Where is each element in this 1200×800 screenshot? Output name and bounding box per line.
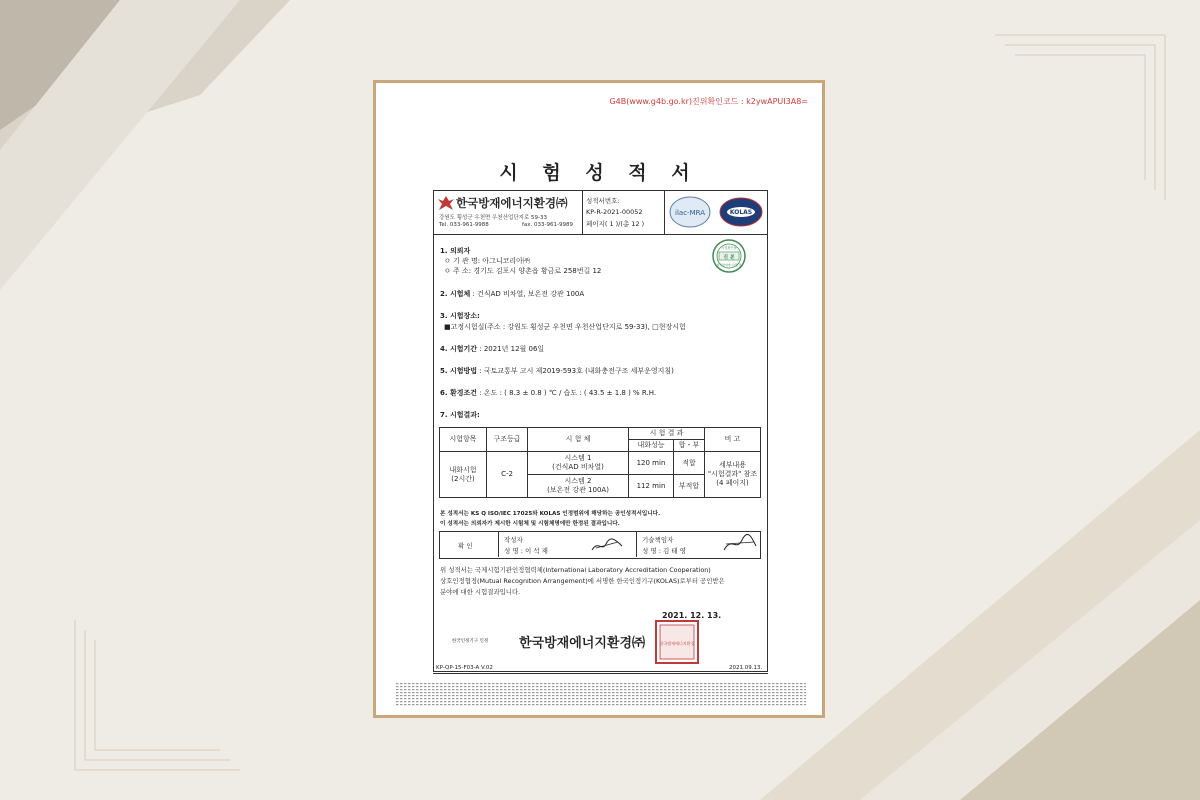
- cell-performance-1: 120 min: [629, 452, 674, 475]
- cell-specimen-1: 시스템 1 (건식AD 비차열): [528, 452, 629, 475]
- certificate-number-block: [582, 191, 665, 234]
- note-1: 본 성적서는 KS Q ISO/IEC 17025와 KOLAS 인정범위에 해당하는 공인성적서입니다.: [440, 511, 661, 517]
- writer-signature-icon: [590, 536, 624, 554]
- tech-label: 기술책임자: [642, 536, 674, 544]
- issuer-fax: fax. 033-961-9989: [522, 222, 574, 228]
- signing-org: 한국방재에너지환경㈜: [519, 636, 646, 651]
- cell-item: 내화시험 (2시간): [440, 452, 487, 498]
- fine-print-pattern: [396, 683, 806, 707]
- section-6: 6. 환경조건 : 온도 : ( 8.3 ± 0.8 ) ℃ / 습도 : ( 43.5 ± 1.8 ) % R.H.: [440, 389, 657, 397]
- section-5: 5. 시험방법 : 국토교통부 고시 제2019-593호 (내화충전구조 세부운영지침): [440, 367, 674, 375]
- client-address: ㅇ 주 소: 경기도 김포시 양촌읍 황금로 258번길 12: [444, 267, 602, 275]
- official-seal-icon: [652, 617, 702, 667]
- cert-no: KP-R-2021-00052: [586, 208, 643, 216]
- cell-remark: 세부내용 "시험결과" 참조 (4 페이지): [705, 452, 761, 498]
- cell-grade: C-2: [487, 452, 528, 498]
- kolas-badge-text: KOLAS: [729, 209, 753, 216]
- note-2: 이 성적서는 의뢰자가 제시한 시험체 및 시험체명에만 한정된 결과입니다.: [440, 521, 620, 527]
- cell-pass-2: 부적합: [674, 475, 705, 498]
- statement-line-3: 분야에 대한 시험결과입니다.: [440, 588, 521, 596]
- th-remark: 비 고: [705, 428, 761, 452]
- page-indicator: 페이지( 1 )/(총 12 ): [586, 220, 645, 228]
- statement-line-1: 위 성적서는 국제시험기관인정협력체(International Laboratory Accreditation Cooperation): [440, 566, 711, 574]
- th-result: 시 험 결 과: [629, 428, 705, 440]
- certificate-page: [373, 80, 825, 718]
- th-performance: 내화성능: [629, 440, 674, 452]
- results-table: [439, 427, 761, 498]
- cert-no-label: 성적서번호:: [586, 197, 620, 205]
- cell-pass-1: 적합: [674, 452, 705, 475]
- test-location: ■고정시험실(주소 : 강원도 횡성군 우천면 우천산업단지로 59-33), □현장시험: [444, 323, 686, 331]
- th-specimen: 시 험 체: [528, 428, 629, 452]
- section-3-title: 3. 시험장소:: [440, 312, 480, 320]
- statement-line-2: 상호인정협정(Mutual Recognition Arrangement)에 서명한 한국인정기구(KOLAS)로부터 공인받은: [440, 577, 725, 585]
- confirmation-block: [439, 531, 761, 559]
- th-grade: 구조등급: [487, 428, 528, 452]
- verification-code: G4B(www.g4b.go.kr)진위확인코드 : k2ywAPUI3A8=: [609, 97, 808, 106]
- th-pass: 합・부: [674, 440, 705, 452]
- section-7-title: 7. 시험결과:: [440, 411, 480, 419]
- th-item: 시험항목: [440, 428, 487, 452]
- client-org: ㅇ 기 관 명: 아그니코리아㈜: [444, 257, 530, 265]
- cell-specimen-2: 시스템 2 (보온전 강관 100A): [528, 475, 629, 498]
- stamp-line-2: 진 본: [723, 254, 735, 261]
- stamp-line-3: 한국방재에너지환경: [716, 263, 742, 267]
- writer-label: 작성자: [504, 536, 523, 544]
- writer-name: 성 명 : 이 석 재: [504, 547, 548, 555]
- certificate-body: [433, 190, 768, 672]
- issue-date: 2021. 12. 13.: [662, 611, 722, 620]
- ilac-mra-badge-icon: [668, 195, 712, 229]
- section-4: 4. 시험기간 : 2021년 12월 06일: [440, 345, 545, 353]
- cell-performance-2: 112 min: [629, 475, 674, 498]
- document-title: 시 험 성 적 서: [499, 162, 699, 184]
- certificate-header: [434, 191, 767, 235]
- section-2: 2. 시험체 : 건식AD 비차열, 보온전 강관 100A: [440, 290, 585, 298]
- stamp-line-1: 시험확인필: [721, 246, 737, 250]
- confirm-label: 확 인: [458, 542, 473, 550]
- issuer-block: [434, 191, 583, 234]
- section-1-title: 1. 의뢰자: [440, 247, 471, 255]
- issuer-address: 강원도 횡성군 우천면 우천산업단지로 59-33: [439, 215, 547, 221]
- tech-signature-icon: [722, 534, 758, 554]
- seal-text: 한국방재에너지환경: [659, 641, 695, 646]
- issuer-tel: Tel. 033-961-9988: [439, 222, 489, 228]
- issuer-name: 한국방재에너지환경㈜: [456, 196, 568, 210]
- ilac-badge-text: ilac-MRA: [675, 209, 705, 217]
- tech-name: 성 명 : 김 태 영: [642, 547, 686, 555]
- phoenix-logo-icon: [437, 195, 455, 211]
- footer-date: 2021.09.13.: [729, 665, 763, 671]
- kolas-badge-icon: [718, 196, 764, 228]
- approver-label: 한국인정기구 인정: [452, 639, 489, 644]
- verification-stamp-icon: [711, 238, 747, 274]
- footer-form-code: KP-QP-15-F03-A V.02: [436, 665, 493, 671]
